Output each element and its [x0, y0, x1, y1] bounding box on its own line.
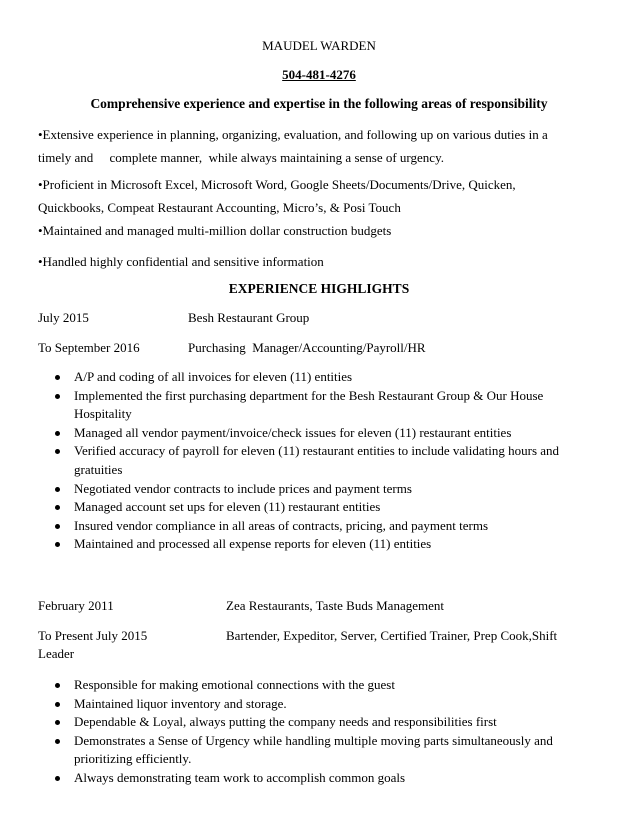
job-1-date-from: July 2015	[38, 310, 89, 325]
skill-line: •Maintained and managed multi-million dollar construction budgets	[38, 223, 392, 238]
skill-line: •Proficient in Microsoft Excel, Microsoft Word, Google Sheets/Documents/Drive, Quicken,	[38, 177, 516, 192]
skill-line: Quickbooks, Compeat Restaurant Accounting, Micro’s, & Posi Touch	[38, 200, 401, 215]
skill-line: •Handled highly confidential and sensitive information	[38, 254, 324, 269]
bullet-dot-icon	[55, 683, 60, 688]
list-item: Verified accuracy of payroll for eleven (11) restaurant entities to include validating hours and gratuities	[38, 442, 598, 479]
skill-line: •Extensive experience in planning, organizing, evaluation, and following up on various duties in a	[38, 127, 548, 142]
list-item: Managed all vendor payment/invoice/check issues for eleven (11) restaurant entities	[38, 424, 598, 443]
job-1-title: Purchasing Manager/Accounting/Payroll/HR	[188, 340, 426, 355]
job-2-title: Bartender, Expeditor, Server, Certified Trainer, Prep Cook,Shift	[226, 628, 558, 643]
list-item: Maintained liquor inventory and storage.	[38, 695, 598, 714]
job-2-title-continued: Leader	[38, 646, 75, 661]
job-2-bullet-list	[38, 676, 598, 788]
job-1-bullet-list	[38, 368, 598, 554]
skill-paragraph-3	[38, 219, 598, 242]
list-item: A/P and coding of all invoices for eleven (11) entities	[38, 368, 598, 387]
list-item: Maintained and processed all expense reports for eleven (11) entities	[38, 535, 598, 554]
experience-heading: EXPERIENCE HIGHLIGHTS	[228, 281, 410, 296]
list-item: Dependable & Loyal, always putting the company needs and responsibilities first	[38, 713, 598, 732]
bullet-dot-icon	[55, 739, 60, 744]
list-item: Insured vendor compliance in all areas of contracts, pricing, and payment terms	[38, 517, 598, 536]
bullet-dot-icon	[55, 449, 60, 454]
job-1-employer: Besh Restaurant Group	[188, 310, 310, 325]
candidate-name: MAUDEL WARDEN	[262, 38, 376, 53]
bullet-dot-icon	[55, 487, 60, 492]
bullet-dot-icon	[55, 505, 60, 510]
bullet-dot-icon	[55, 776, 60, 781]
bullet-dot-icon	[55, 702, 60, 707]
summary-heading: Comprehensive experience and expertise in the following areas of responsibility	[90, 96, 548, 111]
job-2-date-from: February 2011	[38, 598, 114, 613]
bullet-dot-icon	[55, 394, 60, 399]
bullet-dot-icon	[55, 524, 60, 529]
skill-paragraph-4	[38, 250, 598, 273]
phone-number[interactable]: 504-481-4276	[282, 67, 356, 82]
list-item: Implemented the first purchasing department for the Besh Restaurant Group & Our House Hospitality	[38, 387, 598, 424]
job-1-date-to: To September 2016	[38, 340, 140, 355]
bullet-dot-icon	[55, 431, 60, 436]
bullet-dot-icon	[55, 542, 60, 547]
job-2-employer: Zea Restaurants, Taste Buds Management	[226, 598, 444, 613]
skill-paragraph-1	[38, 123, 598, 169]
job-2-date-to: To Present July 2015	[38, 628, 148, 643]
list-item: Responsible for making emotional connections with the guest	[38, 676, 598, 695]
list-item: Managed account set ups for eleven (11) restaurant entities	[38, 498, 598, 517]
bullet-dot-icon	[55, 720, 60, 725]
bullet-dot-icon	[55, 375, 60, 380]
skill-paragraph-2	[38, 173, 598, 219]
skill-line: timely and complete manner, while always maintaining a sense of urgency.	[38, 150, 444, 165]
list-item: Demonstrates a Sense of Urgency while handling multiple moving parts simultaneously and prioritizing efficiently.	[38, 732, 598, 769]
list-item: Always demonstrating team work to accomplish common goals	[38, 769, 598, 788]
list-item: Negotiated vendor contracts to include prices and payment terms	[38, 480, 598, 499]
